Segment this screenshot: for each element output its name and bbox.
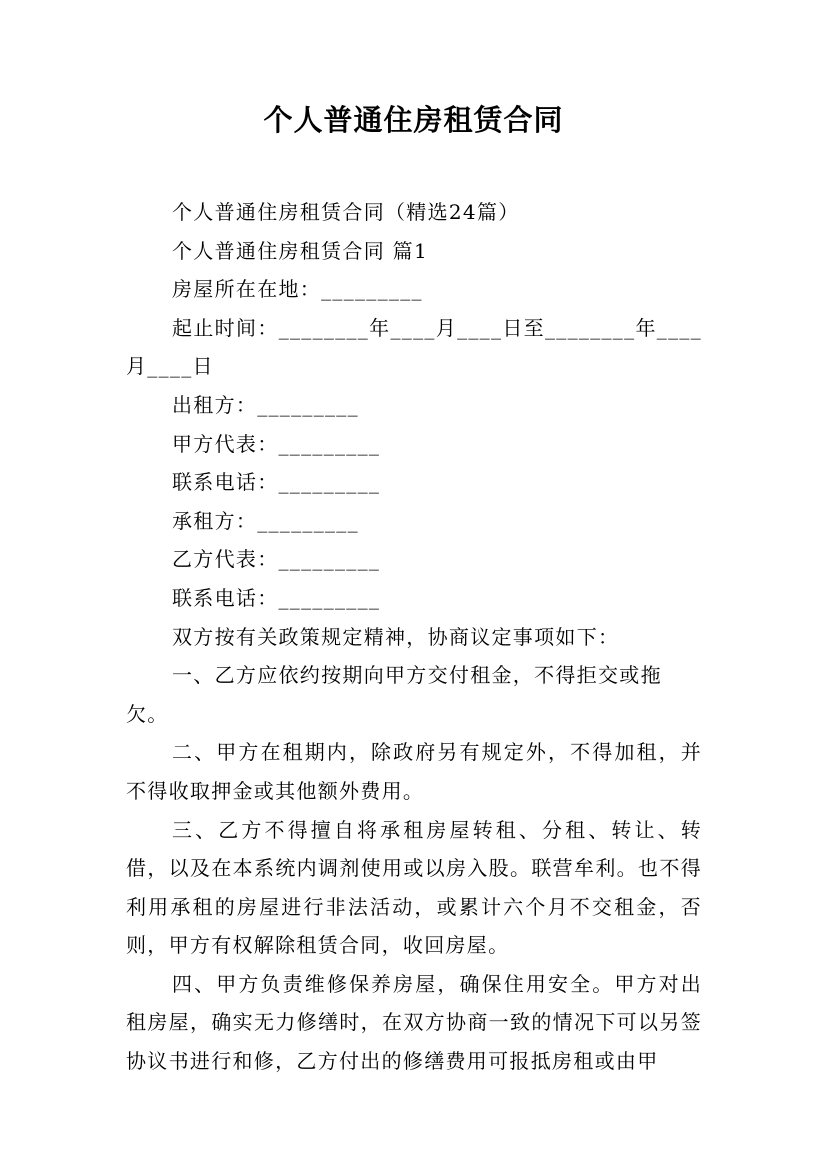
field-property-location: 房屋所在在地：_________: [172, 277, 423, 302]
field-party-b-representative: 乙方代表：_________: [172, 547, 381, 572]
document-body: [126, 193, 702, 1081]
field-party-b-phone: 联系电话：_________: [172, 585, 381, 610]
field-party-a-representative: 甲方代表：_________: [172, 431, 381, 456]
paragraph-subtitle: 个人普通住房租赁合同（精选24篇）: [172, 200, 520, 224]
document-title: 个人普通住房租赁合同: [263, 103, 564, 137]
field-party-a-phone: 联系电话：_________: [172, 470, 381, 495]
paragraph-section-heading: 个人普通住房租赁合同 篇1: [172, 238, 428, 263]
clause-2: 二、甲方在租期内，除政府另有规定外，不得加租，并不得收取押金或其他额外费用。: [126, 740, 702, 803]
clause-3: 三、乙方不得擅自将承租房屋转租、分租、转让、转借，以及在本系统内调剂使用或以房入股。联营牟利。也不得利用承租的房屋进行非法活动，或累计六个月不交租金，否则，甲方有权解除租赁合同，收回房屋。: [126, 817, 702, 958]
field-lessee: 承租方：_________: [172, 508, 359, 533]
field-lease-period: 起止时间：________年____月____日至________年____月____日: [126, 315, 702, 379]
clause-1: 一、乙方应依约按期向甲方交付租金，不得拒交或拖欠。: [126, 663, 662, 726]
field-lessor: 出租方：_________: [172, 392, 359, 417]
paragraph-agreement-intro: 双方按有关政策规定精神，协商议定事项如下：: [172, 624, 620, 649]
clause-4: 四、甲方负责维修保养房屋，确保住用安全。甲方对出租房屋，确实无力修缮时，在双方协商一致的情况下可以另签协议书进行和修，乙方付出的修缮费用可报抵房租或由甲: [126, 971, 702, 1074]
